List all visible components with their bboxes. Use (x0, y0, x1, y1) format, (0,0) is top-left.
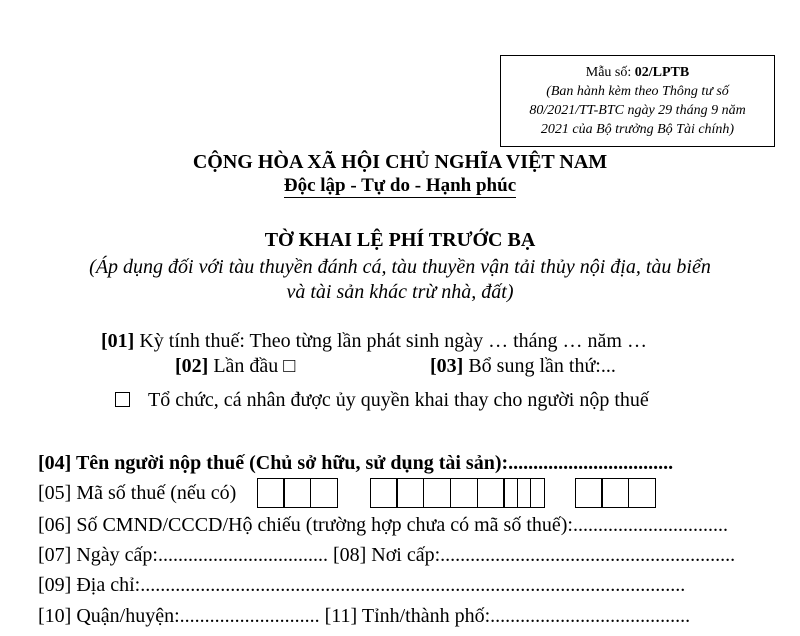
tax-code-cell[interactable] (628, 478, 656, 508)
tax-code-cell[interactable] (450, 478, 478, 508)
tax-code-label: [05] Mã số thuế (nếu có) (38, 482, 237, 504)
form-number-box (500, 55, 775, 147)
delegate-option[interactable] (115, 389, 649, 412)
taxpayer-name-field[interactable]: [04] Tên người nộp thuế (Chủ sở hữu, sử dụng tài sản):................................. (38, 452, 674, 474)
motto-text: Độc lập - Tự do - Hạnh phúc (283, 175, 517, 196)
first-time-field[interactable]: [02] Lần đầu □ (175, 355, 296, 377)
tax-code-cell[interactable] (575, 478, 603, 508)
form-note-line1: (Ban hành kèm theo Thông tư số (546, 84, 729, 99)
motto (0, 175, 800, 197)
district-province-field[interactable]: [10] Quận/huyện:............................ [11] Tỉnh/thành phố:........................................ (38, 605, 691, 627)
tax-code-group-1[interactable] (258, 478, 338, 508)
nation-heading: CỘNG HÒA XÃ HỘI CHỦ NGHĨA VIỆT NAM (192, 151, 608, 173)
tax-period-line: [01] Kỳ tính thuế: Theo từng lần phát sinh ngày … tháng … năm … (101, 330, 647, 352)
tax-code-cell[interactable] (370, 478, 398, 508)
tax-code-group-3[interactable] (518, 478, 545, 508)
tax-code-cell[interactable] (477, 478, 505, 508)
issue-date-place-field[interactable]: [07] Ngày cấp:.................................. [08] Nơi cấp:........................................................... (38, 544, 736, 566)
tax-code-cell[interactable] (257, 478, 285, 508)
tax-code-cell[interactable] (310, 478, 338, 508)
supplement-field[interactable]: [03] Bổ sung lần thứ:... (430, 355, 616, 377)
form-note-line3: 2021 của Bộ trưởng Bộ Tài chính) (540, 122, 735, 137)
id-number-field[interactable]: [06] Số CMND/CCCD/Hộ chiếu (trường hợp chưa có mã số thuế):............................... (38, 514, 728, 536)
form-number: Mẫu số: 02/LPTB (585, 65, 690, 80)
address-field[interactable]: [09] Địa chỉ:............................................................................................................. (38, 574, 686, 596)
tax-code-cell[interactable] (423, 478, 451, 508)
form-subtitle-line2: và tài sản khác trừ nhà, đất) (286, 281, 514, 303)
tax-code-group-2[interactable] (371, 478, 531, 508)
tax-code-group-4[interactable] (576, 478, 656, 508)
tax-code-cell[interactable] (283, 478, 311, 508)
tax-code-cell[interactable] (517, 478, 545, 508)
tax-code-cell[interactable] (396, 478, 424, 508)
form-title: TỜ KHAI LỆ PHÍ TRƯỚC BẠ (264, 229, 536, 251)
tax-code-cell[interactable] (601, 478, 629, 508)
form-subtitle-line1: (Áp dụng đối với tàu thuyền đánh cá, tàu thuyền vận tải thủy nội địa, tàu biển (89, 256, 711, 278)
form-note-line2: 80/2021/TT-BTC ngày 29 tháng 9 năm (529, 103, 746, 118)
delegate-checkbox[interactable] (115, 392, 130, 407)
delegate-label: Tổ chức, cá nhân được ủy quyền khai thay cho người nộp thuế (148, 389, 649, 411)
